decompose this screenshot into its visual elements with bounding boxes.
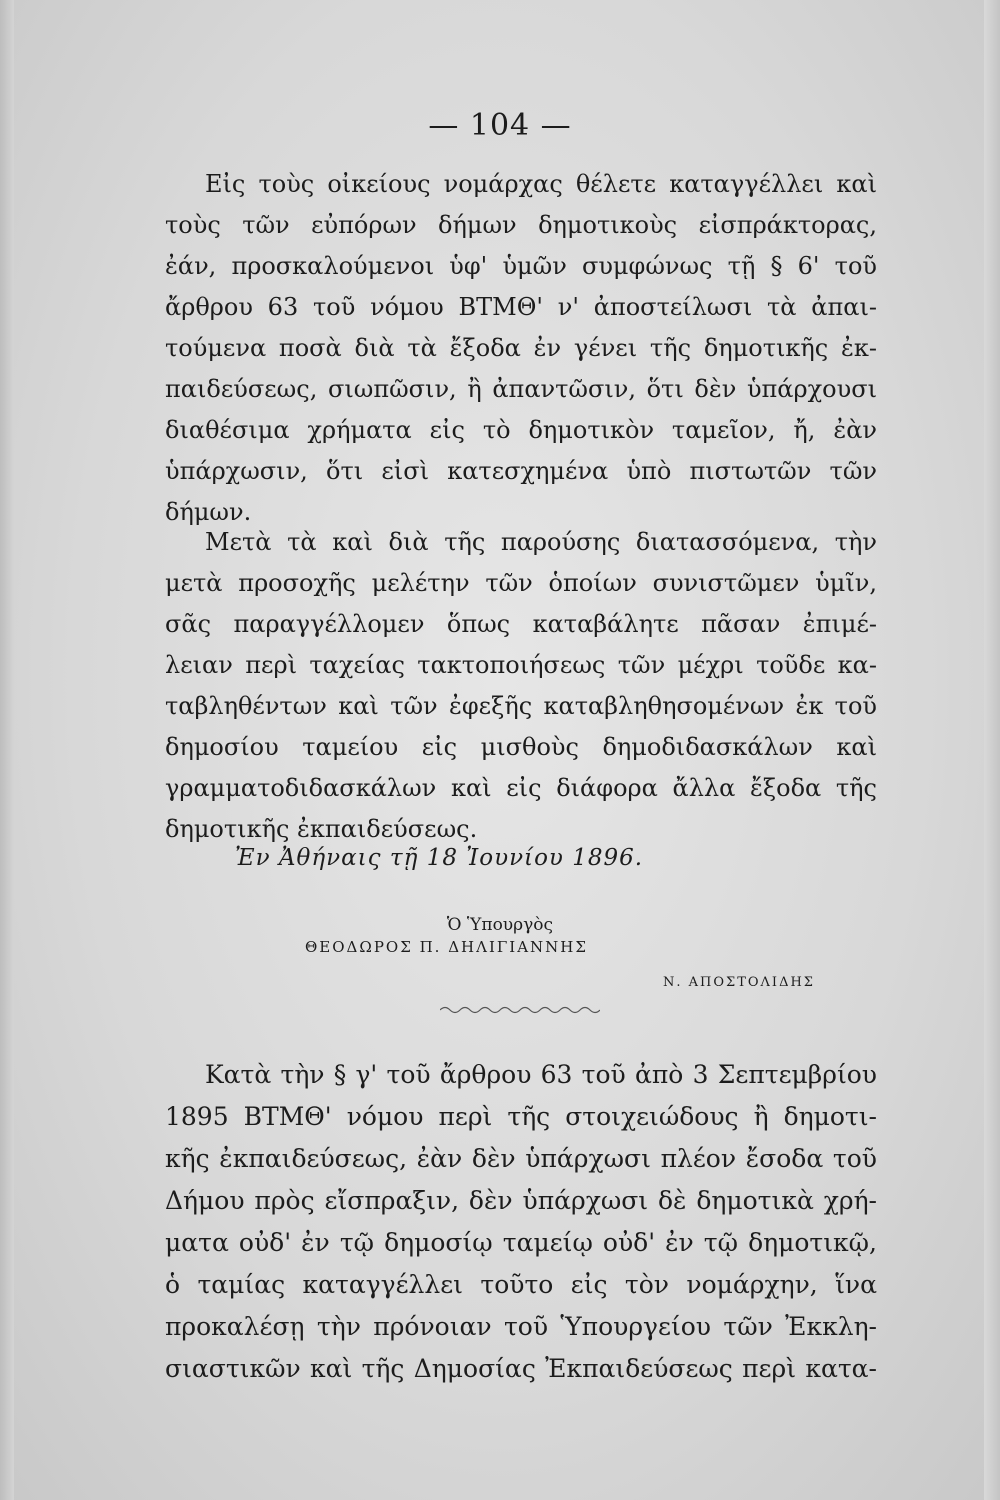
signature-title: Ὁ Ὑπουργὸς bbox=[446, 915, 554, 935]
text-line: Δήμου πρὸς εἴσπραξιν, δὲν ὑπάρχωσι δὲ δημοτικὰ χρή- bbox=[165, 1186, 877, 1215]
text-line: δημοσίου ταμείου εἰς μισθοὺς δημοδιδασκάλων καὶ bbox=[165, 733, 877, 761]
text-line: ἐάν, προσκαλούμενοι ὑφ' ὑμῶν συμφώνως τῇ § 6' τοῦ bbox=[165, 252, 877, 280]
text-line: δήμων. bbox=[165, 498, 252, 526]
text-line: τοὺς τῶν εὐπόρων δήμων δημοτικοὺς εἰσπράκτορας, bbox=[165, 211, 877, 239]
text-line: ὑπάρχωσιν, ὅτι εἰσὶ κατεσχημένα ὑπὸ πιστωτῶν τῶν bbox=[165, 457, 877, 485]
paragraph-1 bbox=[165, 164, 877, 533]
page-edge bbox=[984, 0, 1000, 1500]
text-line: γραμματοδιδασκάλων καὶ εἰς διάφορα ἄλλα ἔξοδα τῆς bbox=[165, 774, 877, 802]
text-line: ματα οὐδ' ἐν τῷ δημοσίῳ ταμείῳ οὐδ' ἐν τῷ δημοτικῷ, bbox=[165, 1228, 877, 1257]
text-line: ὁ ταμίας καταγγέλλει τοῦτο εἰς τὸν νομάρχην, ἵνα bbox=[165, 1270, 877, 1299]
text-line: τούμενα ποσὰ διὰ τὰ ἔξοδα ἐν γένει τῆς δημοτικῆς ἐκ- bbox=[165, 334, 877, 362]
text-line: λειαν περὶ ταχείας τακτοποιήσεως τῶν μέχρι τοῦδε κα- bbox=[165, 651, 877, 679]
signature-countersign: Ν. ΑΠΟΣΤΟΛΙΔΗΣ bbox=[663, 975, 815, 990]
paragraph-2 bbox=[165, 522, 877, 850]
text-line: διαθέσιμα χρήματα εἰς τὸ δημοτικὸν ταμεῖον, ἤ, ἐὰν bbox=[165, 416, 877, 444]
text-line: μετὰ προσοχῆς μελέτην τῶν ὁποίων συνιστῶμεν ὑμῖν, bbox=[165, 569, 877, 597]
text-line: Μετὰ τὰ καὶ διὰ τῆς παρούσης διατασσόμενα, τὴν bbox=[205, 528, 877, 556]
text-line: Κατὰ τὴν § γ' τοῦ ἄρθρου 63 τοῦ ἀπὸ 3 Σεπτεμβρίου bbox=[205, 1060, 877, 1089]
text-line: κῆς ἐκπαιδεύσεως, ἐὰν δὲν ὑπάρχωσι πλέον ἔσοδα τοῦ bbox=[165, 1144, 877, 1173]
text-line: δημοτικῆς ἐκπαιδεύσεως. bbox=[165, 815, 478, 843]
text-line: ἄρθρου 63 τοῦ νόμου ΒΤΜΘ' ν' ἀποστείλωσι τὰ ἀπαι- bbox=[165, 293, 877, 321]
text-line: 1895 ΒΤΜΘ' νόμου περὶ τῆς στοιχειώδους ἢ δημοτι- bbox=[165, 1102, 877, 1131]
paragraph-3 bbox=[165, 1054, 877, 1390]
text-line: σᾶς παραγγέλλομεν ὅπως καταβάλητε πᾶσαν ἐπιμέ- bbox=[165, 610, 877, 638]
signature-minister: ΘΕΟΔΩΡΟΣ Π. ΔΗΛΙΓΙΑΝΝΗΣ bbox=[305, 938, 588, 956]
text-line: σιαστικῶν καὶ τῆς Δημοσίας Ἐκπαιδεύσεως περὶ κατα- bbox=[165, 1354, 877, 1383]
text-line: Εἰς τοὺς οἰκείους νομάρχας θέλετε καταγγέλλει καὶ bbox=[205, 170, 877, 198]
page-number: — 104 — bbox=[428, 108, 572, 143]
text-line: ταβληθέντων καὶ τῶν ἐφεξῆς καταβληθησομένων ἐκ τοῦ bbox=[165, 692, 877, 720]
ornament-divider bbox=[440, 1003, 600, 1017]
text-line: παιδεύσεως, σιωπῶσιν, ἢ ἀπαντῶσιν, ὅτι δὲν ὑπάρχουσι bbox=[165, 375, 877, 403]
page-spine bbox=[0, 0, 14, 1500]
date-line: Ἐν Ἀθήναις τῇ 18 Ἰουνίου 1896. bbox=[235, 845, 644, 871]
text-line: προκαλέσῃ τὴν πρόνοιαν τοῦ Ὑπουργείου τῶν Ἐκκλη- bbox=[165, 1312, 877, 1341]
